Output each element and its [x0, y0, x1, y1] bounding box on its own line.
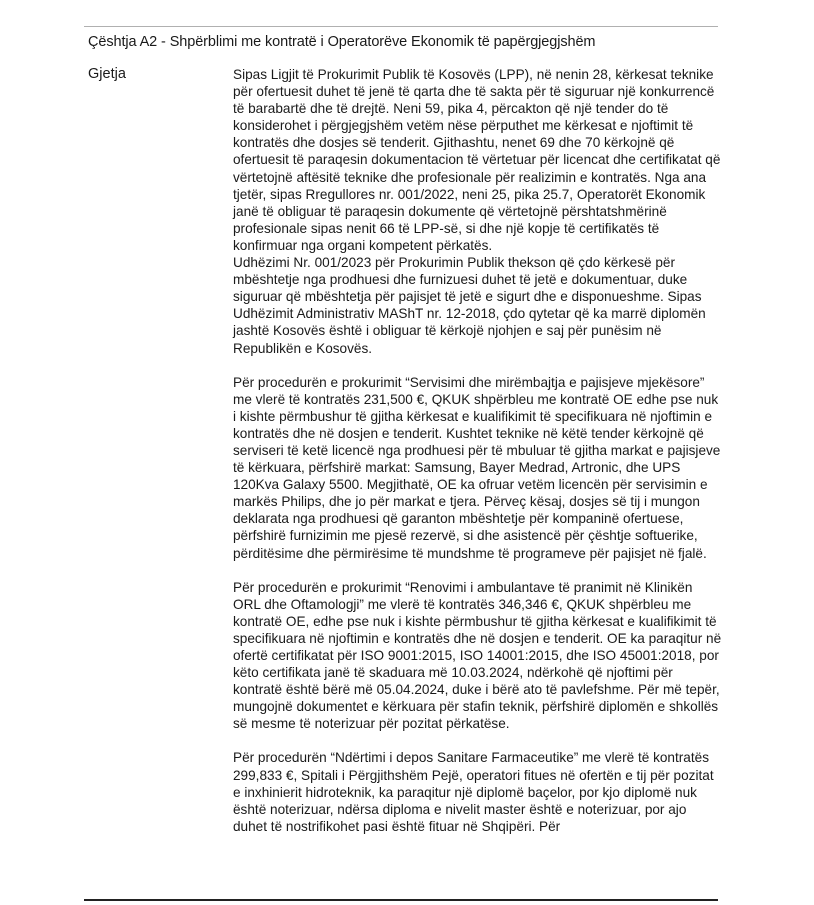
paragraph-guidance: Udhëzimi Nr. 001/2023 për Prokurimin Publik thekson që çdo kërkesë për mbështetje nga prodhuesi dhe furnizuesi duhet të jetë e dokumentuar, duke siguruar që mbështetja për pajisjet të jetë e sigurt dhe e disponueshme. Sipas Udhëzimit Administrativ MAShT nr. 12-2018, çdo qytetar që ka marrë diplomën jashtë Kosovës është i obliguar të kërkojë njohjen e saj për punësim në Republikën e Kosovës.: [233, 255, 706, 356]
paragraph-servicing-case: Për procedurën e prokurimit “Servisimi dhe mirëmbajtja e pajisjeve mjekësore” me vlerë të kontratës 231,500 €, QKUK shpërbleu me kontratë OE edhe pse nuk i kishte përmbushur të gjitha kërkesat e kualifikimit të specifikuara në njoftimin e kontratës dhe në dosjen e tenderit. Kushtet teknike në këtë tender kërkojnë që serviseri të ketë licencë nga prodhuesi për të mbuluar të gjitha markat e pajisjeve të kërkuara, përfshirë markat: Samsung, Bayer Medrad, Artronic, dhe UPS 120Kva Galaxy 5500. Megjithatë, OE ka ofruar vetëm licencën për servisimin e markës Philips, dhe jo për markat e tjera. Përveç kësaj, dosjes së tij i mungon deklarata nga prodhuesi që garanton mbështetje për kompaninë ofertuese, përfshirë furnizimin me pjesë rezervë, si dhe asistencë për çështje softuerike, përditësime dhe përmirësime të mundshme të programeve për pajisjet në fjalë.: [233, 374, 721, 561]
footer-rule: [84, 899, 718, 901]
paragraph-renovation-case: Për procedurën e prokurimit “Renovimi i ambulantave të pranimit në Klinikën ORL dhe Oftamologji” me vlerë të kontratës 346,346 €, QKUK shpërbleu me kontratë OE, edhe pse nuk i kishte përmbushur të gjitha kërkesat e kualifikimit të specifikuara në njoftimin e kontratës dhe në dosjen e tenderit. OE ka paraqitur në ofertë certifikatat për ISO 9001:2015, ISO 14001:2015, dhe ISO 45001:2018, por këto certifikata janë të skaduara më 10.03.2024, ndërkohë që njoftimi për kontratë është bërë më 05.04.2024, duke i bërë ato të pavlefshme. Për më tepër, mungojnë dokumentet e kërkuara për stafin teknik, përfshirë diplomën e shkollës së mesme të noterizuar për pozitat përkatëse.: [233, 579, 722, 732]
finding-content: [233, 66, 723, 835]
paragraph-legal-basis: Sipas Ligjit të Prokurimit Publik të Kosovës (LPP), në nenin 28, kërkesat teknike për ofertuesit duhet të jenë të qarta dhe të sakta për të siguruar një konkurrencë të barabartë dhe të drejtë. Neni 59, pika 4, përcakton që një tender do të konsiderohet i përgjegjshëm vetëm nëse përputhet me kërkesat e njoftimit të kontratës dhe dosjes së tenderit. Gjithashtu, nenet 69 dhe 70 kërkojnë që ofertuesit të paraqesin dokumentacion të vërtetuar për licencat dhe certifikatat që vërtetojnë aftësitë teknike dhe profesionale për realizimin e kontratës. Nga ana tjetër, sipas Rregullores nr. 001/2022, neni 25, pika 25.7, Operatorët Ekonomik janë të obliguar të paraqesin dokumente që vërtetojnë përshtatshmërinë profesionale sipas nenit 66 të LPP-së, si dhe një kopje të certifikatës të konfirmuar nga organi kompetent përkatës.: [233, 67, 721, 253]
finding-label: Gjetja: [88, 66, 126, 82]
section-title: Çështja A2 - Shpërblimi me kontratë i Operatorëve Ekonomik të papërgjegjshëm: [88, 34, 596, 50]
paragraph-depot-case: Për procedurën “Ndërtimi i depos Sanitare Farmaceutike” me vlerë të kontratës 299,833 €, Spitali i Përgjithshëm Pejë, operatori fitues në ofertën e tij për pozitat e inxhinierit hidroteknik, ka paraqitur një diplomë baçelor, por kjo diplomë nuk është noterizuar, ndërsa diploma e nivelit master është e noterizuar, por ajo duhet të nostrifikohet pasi është fituar në Shqipëri. Për: [233, 750, 714, 834]
header-rule: [84, 26, 718, 27]
